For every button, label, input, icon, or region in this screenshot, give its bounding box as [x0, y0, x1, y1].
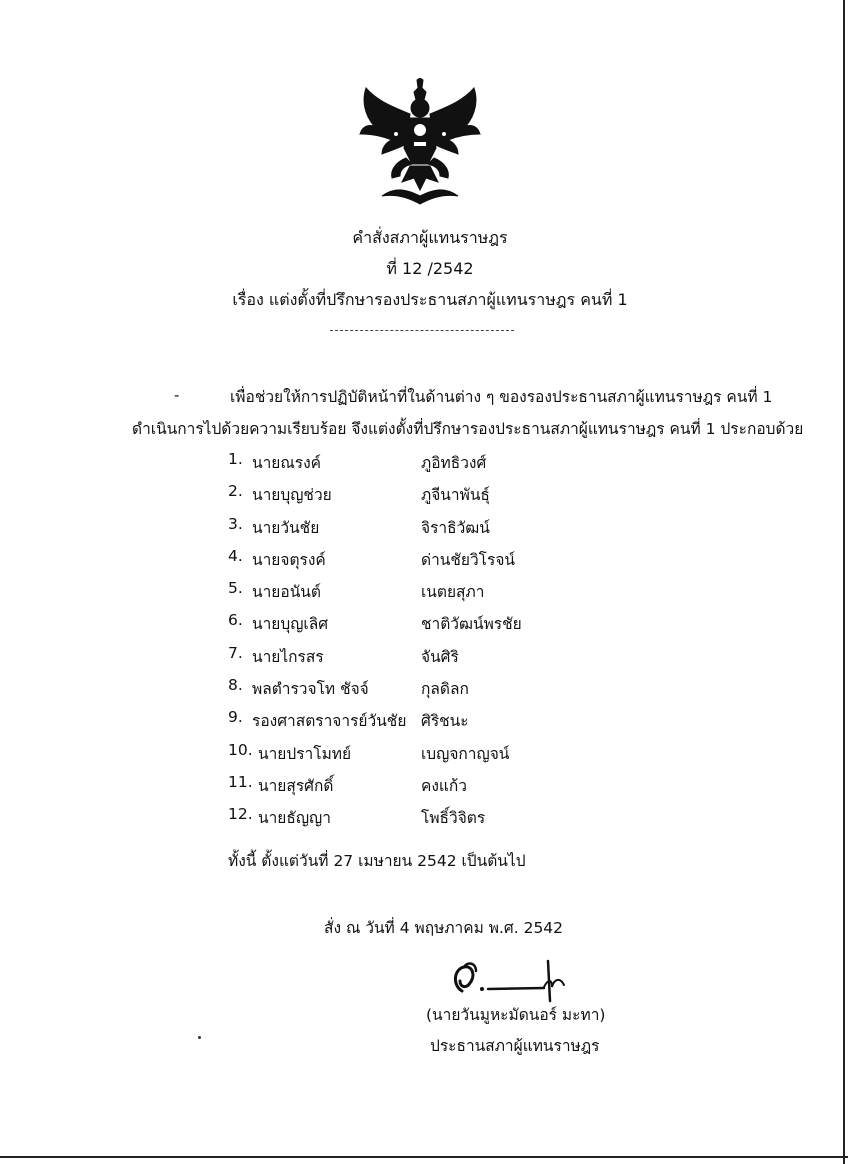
order-number: ที่ 12 /2542 — [386, 259, 474, 278]
given-name: นายไกรสร — [252, 647, 324, 666]
list-item — [228, 450, 648, 482]
item-number: 5. — [228, 579, 243, 598]
given-name: รองศาสตราจารย์วันชัย — [252, 712, 407, 731]
given-name: นายอนันต์ — [252, 583, 321, 602]
given-name: นายวันชัย — [252, 518, 320, 537]
item-number: 11. — [228, 772, 253, 791]
list-item — [228, 805, 648, 837]
given-name: นายจตุรงค์ — [252, 550, 326, 569]
surname: โพธิ์วิจิตร — [421, 809, 486, 828]
surname: ชาติวัฒน์พรชัย — [421, 615, 522, 634]
surname: เนตยสุภา — [421, 583, 485, 602]
given-name: นายปราโมทย์ — [258, 744, 352, 763]
order-subject: เรื่อง แต่งตั้งที่ปรึกษารองประธานสภาผู้แทนราษฎร คนที่ 1 — [232, 290, 628, 309]
given-name: นายณรงค์ — [252, 454, 322, 472]
list-item — [228, 547, 648, 579]
given-name: พลตำรวจโท ชัจจ์ — [252, 680, 369, 699]
list-item — [228, 741, 648, 773]
item-number: 4. — [228, 546, 243, 565]
header-divider — [330, 330, 514, 331]
item-number: 10. — [228, 740, 253, 759]
surname: เบญจกาญจน์ — [421, 744, 510, 763]
garuda-emblem-icon — [356, 78, 484, 208]
list-item — [228, 482, 648, 514]
handwritten-signature — [448, 955, 578, 1005]
given-name: นายบุญเลิศ — [252, 615, 329, 634]
appointee-list — [228, 450, 648, 838]
given-name: นายสุรศักดิ์ — [258, 776, 334, 795]
given-name: นายบุญช่วย — [252, 486, 332, 505]
list-item — [228, 708, 648, 740]
scan-edge-bottom — [0, 1156, 848, 1158]
surname: กุลดิลก — [421, 680, 469, 699]
list-item — [228, 644, 648, 676]
paragraph-line-2: ดำเนินการไปด้วยความเรียบร้อย จึงแต่งตั้งที่ปรึกษารองประธานสภาผู้แทนราษฎร คนที่ 1 ประกอบด้วย — [132, 420, 804, 438]
item-number: 12. — [228, 805, 253, 824]
item-number: 2. — [228, 482, 243, 501]
paragraph-line-1: เพื่อช่วยให้การปฏิบัติหน้าที่ในด้านต่าง ๆ ของรองประธานสภาผู้แทนราษฎร คนที่ 1 — [230, 388, 773, 406]
item-number: 9. — [228, 708, 243, 727]
list-item — [228, 676, 648, 708]
item-number: 1. — [228, 450, 243, 468]
effective-date-line: ทั้งนี้ ตั้งแต่วันที่ 27 เมษายน 2542 เป็นต้นไป — [228, 852, 526, 870]
signer-name: (นายวันมูหะมัดนอร์ มะทา) — [426, 1006, 606, 1024]
signer-title: ประธานสภาผู้แทนราษฎร — [430, 1037, 600, 1055]
item-number: 6. — [228, 611, 243, 630]
surname: ด่านชัยวิโรจน์ — [421, 550, 515, 569]
list-item — [228, 773, 648, 805]
list-item — [228, 515, 648, 547]
order-title: คำสั่งสภาผู้แทนราษฎร — [352, 228, 508, 247]
item-number: 8. — [228, 676, 243, 695]
item-number: 7. — [228, 643, 243, 662]
scan-speck — [198, 1036, 201, 1039]
surname: คงแก้ว — [421, 776, 468, 795]
item-number: 3. — [228, 514, 243, 533]
scan-edge-right — [843, 0, 845, 1164]
paragraph-dash: - — [174, 386, 180, 404]
surname: จิราธิวัฒน์ — [421, 518, 490, 537]
list-item — [228, 611, 648, 643]
surname: ภูอิทธิวงศ์ — [421, 454, 487, 472]
order-date-line: สั่ง ณ วันที่ 4 พฤษภาคม พ.ศ. 2542 — [324, 919, 564, 937]
surname: ศิริชนะ — [421, 712, 469, 731]
given-name: นายธัญญา — [258, 809, 331, 828]
surname: ภูจีนาพันธุ์ — [421, 486, 490, 505]
surname: จันศิริ — [421, 647, 459, 666]
list-item — [228, 579, 648, 611]
